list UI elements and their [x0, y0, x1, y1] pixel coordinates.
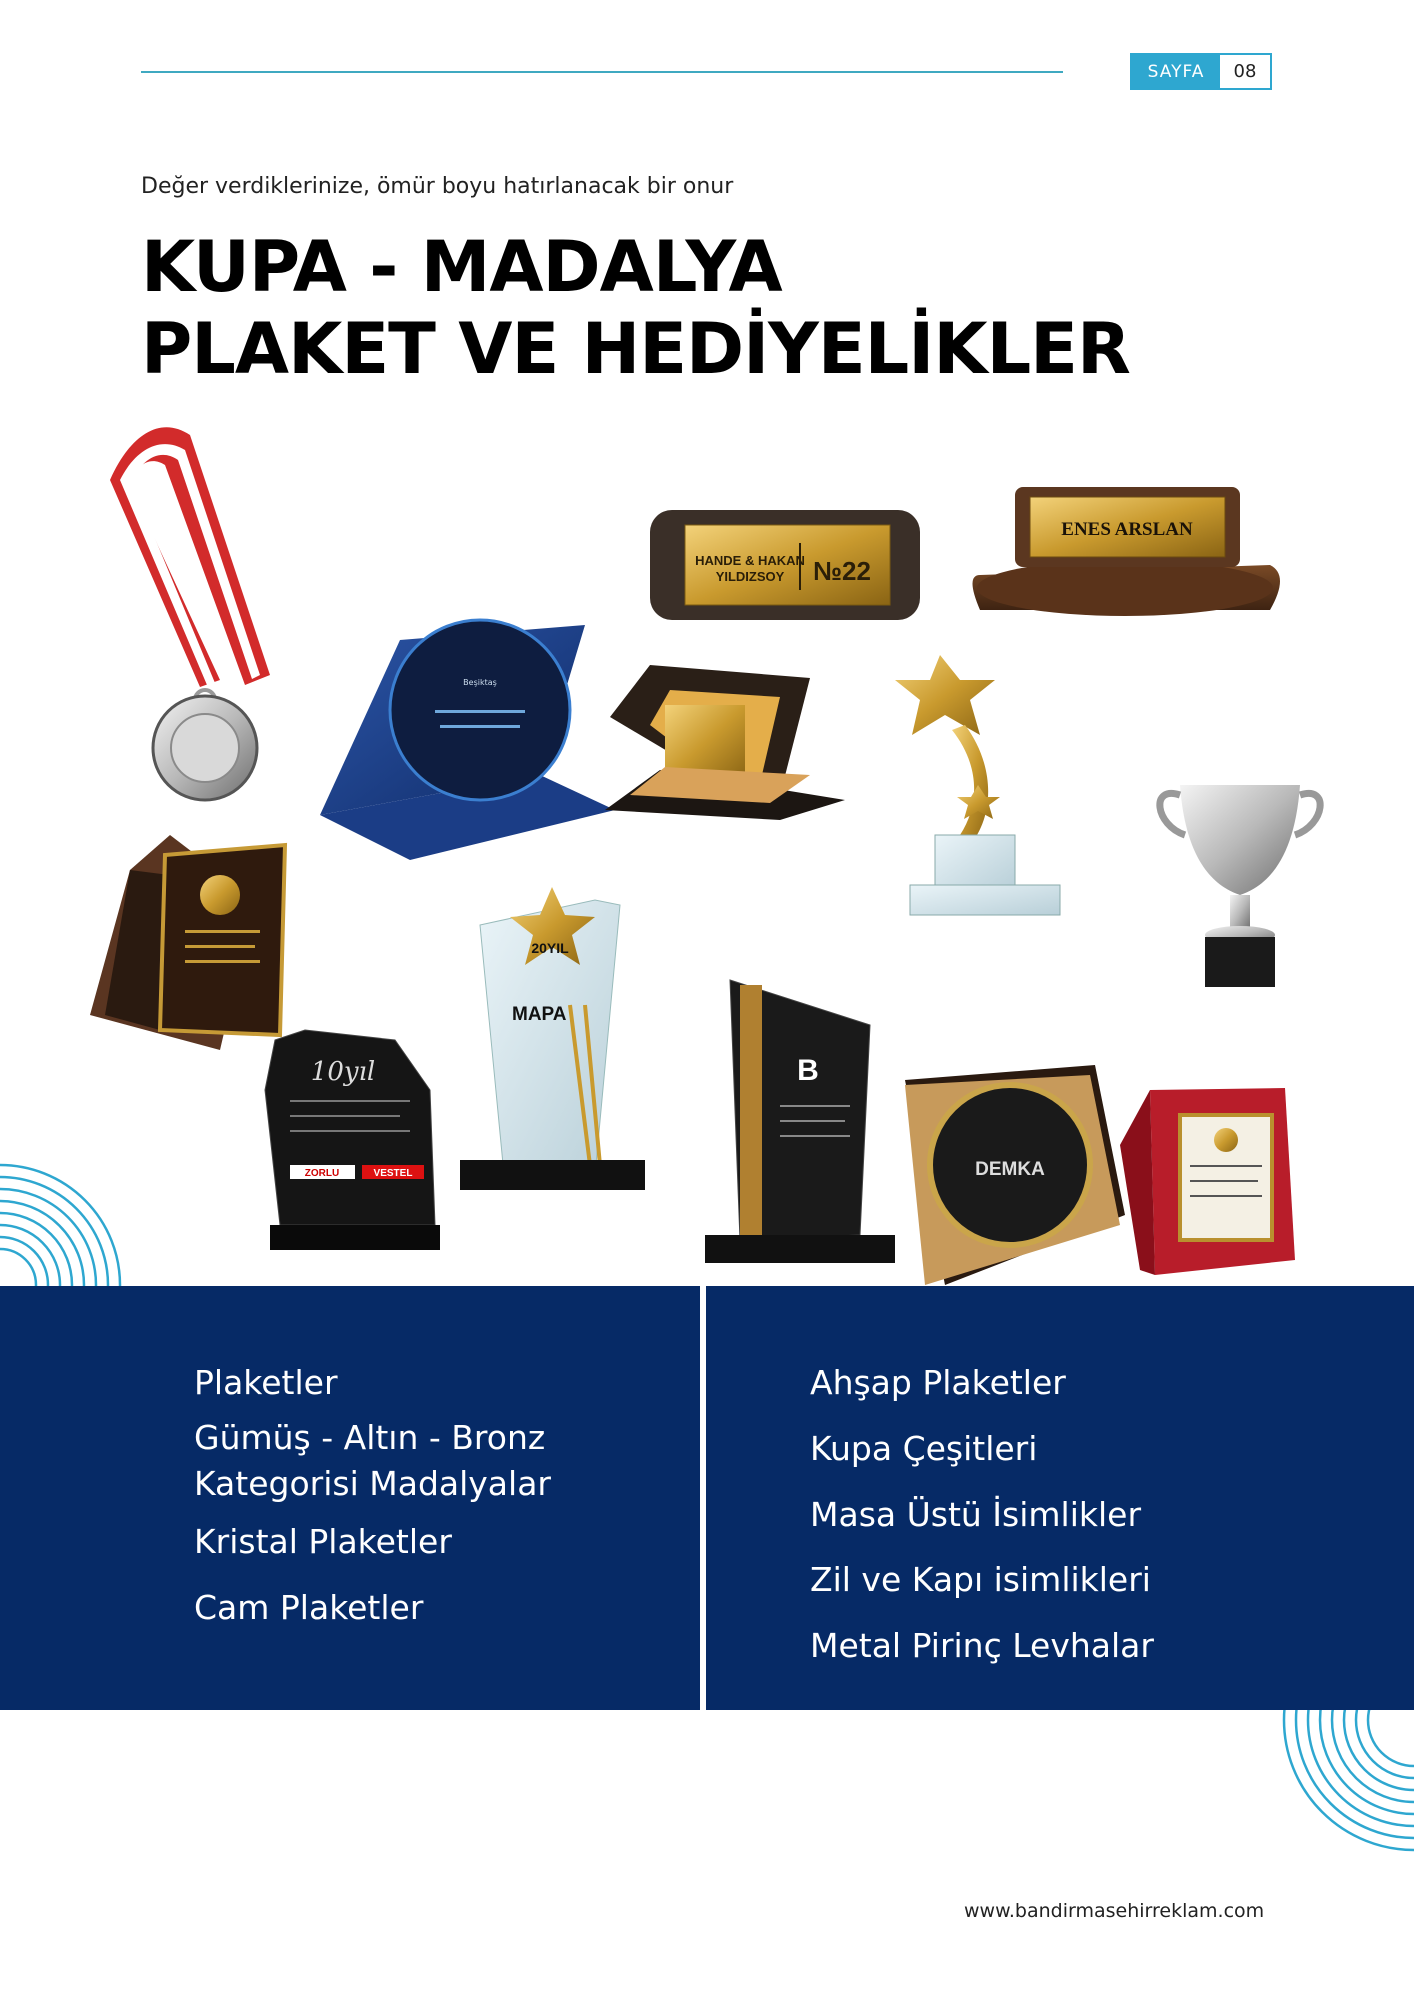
page-badge: [1130, 53, 1272, 90]
page-number: 08: [1220, 55, 1270, 88]
website-link[interactable]: www.bandirmasehirreklam.com: [964, 1900, 1265, 1922]
category-item: Metal Pirinç Levhalar: [810, 1626, 1154, 1665]
page-label: SAYFA: [1132, 55, 1220, 88]
svg-text:HANDE & HAKAN: HANDE & HAKAN: [695, 553, 805, 568]
product-collage: [90, 425, 1350, 1315]
category-item: Masa Üstü İsimlikler: [810, 1495, 1142, 1534]
svg-text:№22: №22: [813, 556, 871, 586]
door-plate-product: [650, 510, 920, 620]
svg-text:MAPA: MAPA: [512, 1004, 567, 1025]
band-divider: [700, 1286, 706, 1710]
category-item: Cam Plaketler: [194, 1588, 424, 1627]
category-item: Zil ve Kapı isimlikleri: [810, 1560, 1151, 1599]
category-item: Kupa Çeşitleri: [810, 1429, 1038, 1468]
category-item: Ahşap Plaketler: [810, 1363, 1066, 1402]
silver-cup-product: [1160, 785, 1320, 987]
svg-text:DEMKA: DEMKA: [975, 1159, 1045, 1180]
blue-box-plaque-product: [320, 620, 615, 860]
category-item: Plaketler: [194, 1363, 338, 1402]
page-subtitle: Değer verdiklerinize, ömür boyu hatırlanacak bir onur: [141, 174, 734, 199]
svg-text:VESTEL: VESTEL: [373, 1168, 413, 1179]
category-item: Kategorisi Madalyalar: [194, 1464, 551, 1503]
svg-text:Beşiktaş: Beşiktaş: [463, 678, 497, 687]
header-rule: [141, 71, 1063, 73]
black-crystal-award-product: [265, 1030, 440, 1250]
round-plaque-box-product: [905, 1065, 1125, 1285]
medal-product: [110, 427, 270, 800]
svg-text:YILDIZSOY: YILDIZSOY: [715, 569, 785, 584]
category-item: Kristal Plaketler: [194, 1522, 452, 1561]
svg-text:ZORLU: ZORLU: [304, 1168, 340, 1179]
mapa-glass-award-product: [460, 887, 645, 1190]
black-star-award-product: [705, 980, 895, 1263]
svg-text:10yıl: 10yıl: [310, 1057, 376, 1087]
red-box-plaque-product: [1120, 1088, 1295, 1275]
title-line-1: KUPA - MADALYA: [141, 226, 782, 308]
desk-nameplate-product: [973, 487, 1281, 616]
svg-text:ENES ARSLAN: ENES ARSLAN: [1061, 519, 1193, 540]
brown-box-plaque-product: [90, 835, 285, 1050]
gold-tile-plaque-product: [605, 665, 845, 820]
star-trophy-product: [895, 655, 1060, 915]
svg-text:B: B: [797, 1054, 819, 1087]
page-title: [141, 226, 1130, 390]
category-item: Gümüş - Altın - Bronz: [194, 1418, 546, 1457]
svg-text:20YIL: 20YIL: [531, 940, 569, 956]
title-line-2: PLAKET VE HEDİYELİKLER: [141, 308, 1130, 390]
